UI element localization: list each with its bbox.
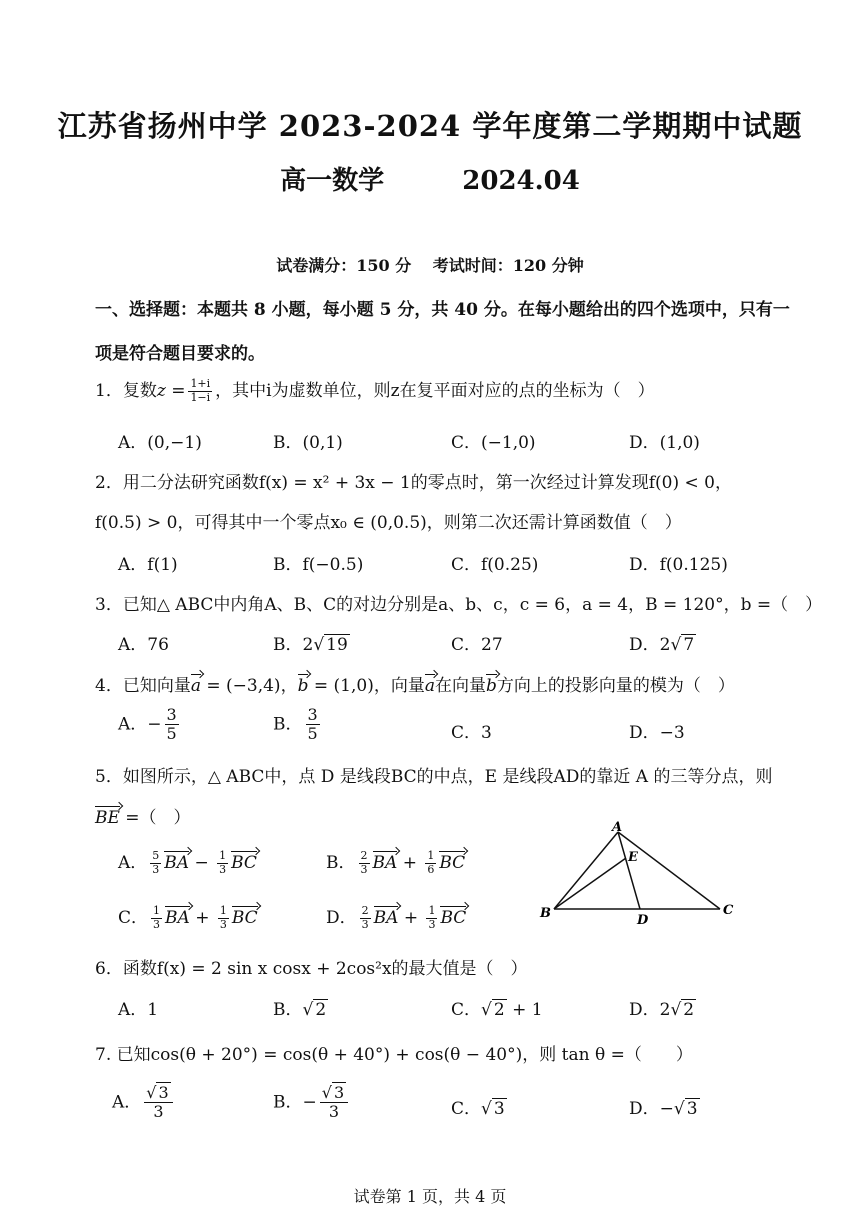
q7-option-c: C．√ 3 bbox=[451, 1099, 505, 1119]
exam-time: 考试时间：120 分钟 bbox=[432, 256, 584, 275]
subject-label: 高一数学 bbox=[280, 166, 385, 196]
question-5-stem-line2: BE =（ ） bbox=[95, 808, 191, 828]
question-5-stem-line1: 5．如图所示，△ ABC中，点 D 是线段BC的中点，E 是线段AD的靠近 A 的三等分点，则 bbox=[95, 767, 773, 787]
q7-option-a: A． $\frac{√ 3}{3}$ bbox=[112, 1084, 176, 1122]
q3-option-c: C．27 bbox=[451, 635, 503, 655]
q6-option-a: A．1 bbox=[118, 1000, 159, 1020]
question-3-stem: 3．已知△ ABC中内角A、B、C的对边分别是a、b、c，c = 6，a = 4，B = 120°，b =（ ） bbox=[95, 595, 823, 615]
q1-option-d: D．(1,0) bbox=[629, 433, 700, 453]
q1-option-c: C．(−1,0) bbox=[451, 433, 536, 453]
q3-option-a: A．76 bbox=[118, 635, 169, 655]
q2-option-d: D．f(0.125) bbox=[629, 555, 728, 575]
q5-option-a: A． $\frac{5}{3}$ BA − $\frac{1}{3}$ BC bbox=[118, 849, 257, 876]
q3-option-d: D．2√ 7 bbox=[629, 635, 695, 655]
page-footer: 试卷第 1 页，共 4 页 bbox=[353, 1187, 507, 1206]
q2-option-b: B．f(−0.5) bbox=[273, 555, 364, 575]
q3-option-b: B．2√ 19 bbox=[273, 635, 348, 655]
full-score: 试卷满分：150 分 bbox=[276, 256, 412, 275]
vertex-b-label: B bbox=[540, 906, 551, 921]
q7-option-d: D．−√ 3 bbox=[629, 1099, 698, 1119]
q1-option-a: A．(0,−1) bbox=[118, 433, 202, 453]
vertex-a-label: A bbox=[612, 820, 623, 835]
q5-option-c: C． $\frac{1}{3}$ BA + $\frac{1}{3}$ BC bbox=[118, 904, 258, 931]
q4-option-a: A．− $\frac{3}{5}$ bbox=[118, 705, 177, 744]
q4-option-b: B． $\frac{3}{5}$ bbox=[273, 705, 318, 744]
q5-option-d: D． $\frac{2}{3}$ BA + $\frac{1}{3}$ BC bbox=[326, 904, 467, 931]
exam-title: 江苏省扬州中学 2023-2024 学年度第二学期期中试题 bbox=[57, 109, 803, 143]
question-2-stem-line1: 2．用二分法研究函数f(x) = x² + 3x − 1的零点时，第一次经过计算发现f(0) < 0， bbox=[95, 473, 732, 493]
point-d-label: D bbox=[637, 913, 649, 928]
q6-option-b: B．√ 2 bbox=[273, 1000, 327, 1020]
q1-option-b: B．(0,1) bbox=[273, 433, 343, 453]
exam-date: 2024.04 bbox=[462, 166, 580, 196]
exam-info bbox=[0, 253, 860, 276]
question-2-stem-line2: f(0.5) > 0，可得其中一个零点x₀ ∈ (0,0.5)，则第二次还需计算函数值（ ） bbox=[95, 513, 682, 533]
q6-option-d: D．2√ 2 bbox=[629, 1000, 695, 1020]
section-heading: 一、选择题：本题共 8 小题，每小题 5 分，共 40 分。在每小题给出的四个选项中，只有一项是符合题目要求的。 bbox=[95, 300, 790, 364]
question-4-stem: 4．已知向量a = (−3,4)，b = (1,0)，向量a在向量b方向上的投影向量的模为（ ） bbox=[95, 676, 735, 696]
point-e-label: E bbox=[628, 850, 638, 865]
q2-option-a: A．f(1) bbox=[118, 555, 178, 575]
q6-option-c: C．√ 2 + 1 bbox=[451, 1000, 543, 1020]
q2-option-c: C．f(0.25) bbox=[451, 555, 539, 575]
exam-subtitle bbox=[0, 160, 860, 197]
question-7-stem: 7. 已知cos(θ + 20°) = cos(θ + 40°) + cos(θ − 40°)，则 tan θ =（ ） bbox=[95, 1045, 693, 1065]
q4-option-d: D．−3 bbox=[629, 723, 685, 743]
fraction: $\frac{1+i}{1-i}$ bbox=[190, 377, 211, 404]
q4-option-c: C．3 bbox=[451, 723, 492, 743]
q7-option-b: B．− $\frac{√ 3}{3}$ bbox=[273, 1084, 351, 1122]
question-6-stem: 6．函数f(x) = 2 sin x cosx + 2cos²x的最大值是（ ） bbox=[95, 959, 528, 979]
question-1-stem: 1．复数z = $\frac{1+i}{1-i}$ ，其中i为虚数单位，则z在复平面对应的点的坐标为（ ） bbox=[95, 377, 655, 404]
vertex-c-label: C bbox=[723, 903, 734, 918]
triangle-figure bbox=[530, 820, 750, 930]
q5-option-b: B． $\frac{2}{3}$ BA + $\frac{1}{6}$ BC bbox=[326, 849, 466, 876]
